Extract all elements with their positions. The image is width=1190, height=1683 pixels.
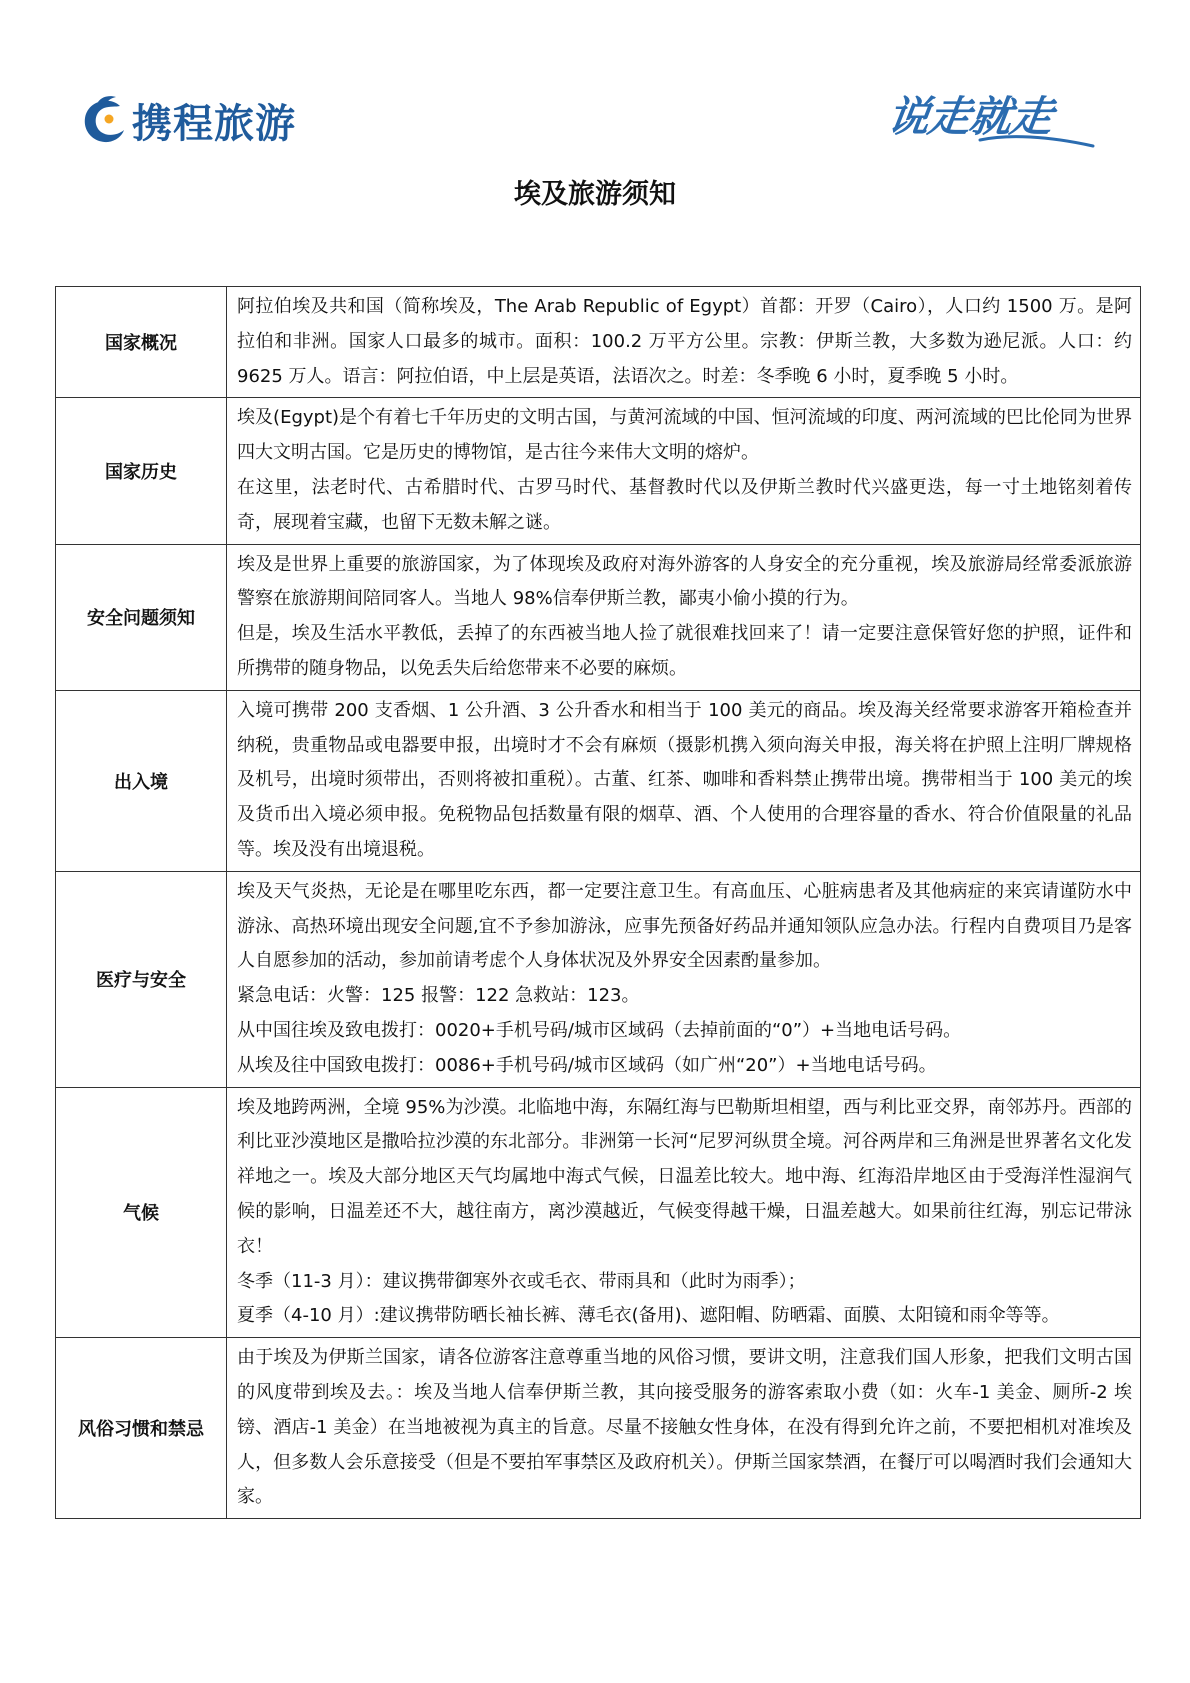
dolphin-logo-icon <box>80 94 128 146</box>
row-content <box>227 1087 1141 1338</box>
paragraph: 在这里，法老时代、古希腊时代、古罗马时代、基督教时代以及伊斯兰教时代兴盛更迭，每一寸土地铭刻着传奇，展现着宝藏，也留下无数未解之谜。 <box>237 476 1132 533</box>
table-row <box>56 690 1141 871</box>
slogan-swoosh-icon <box>888 80 1098 160</box>
paragraph: 埃及是世界上重要的旅游国家，为了体现埃及政府对海外游客的人身安全的充分重视，埃及旅游局经常委派旅游警察在旅游期间陪同客人。当地人 98%信奉伊斯兰教，鄙夷小偷小摸的行为。 <box>237 553 1132 610</box>
row-label: 国家概况 <box>56 287 227 398</box>
row-label: 国家历史 <box>56 398 227 544</box>
slogan-logo <box>884 80 1098 160</box>
row-content <box>227 287 1141 398</box>
row-content <box>227 1338 1141 1519</box>
row-content <box>227 871 1141 1087</box>
brand-logo <box>80 92 296 148</box>
slogan-text: 说走就走 <box>884 92 1056 141</box>
table-row <box>56 398 1141 544</box>
row-content <box>227 690 1141 871</box>
paragraph: 阿拉伯埃及共和国（简称埃及，The Arab Republic of Egypt）首都：开罗（Cairo），人口约 1500 万。是阿拉伯和非洲。国家人口最多的城市。面积：100.2 万平方公里。宗教：伊斯兰教，大多数为逊尼派。人口：约 9625 万人。语言：阿拉伯语，中上层是英语，法语次之。时差：冬季晚 6 小时，夏季晚 5 小时。 <box>237 296 1132 387</box>
row-content <box>227 398 1141 544</box>
paragraph: 由于埃及为伊斯兰国家，请各位游客注意尊重当地的风俗习惯，要讲文明，注意我们国人形象，把我们文明古国的风度带到埃及去。：埃及当地人信奉伊斯兰教，其向接受服务的游客索取小费（如：火车-1 美金、厕所-2 埃镑、酒店-1 美金）在当地被视为真主的旨意。尽量不接触女性身体，在没有得到允许之前，不要把相机对准埃及人，但多数人会乐意接受（但是不要拍军事禁区及政府机关）。伊斯兰国家禁酒，在餐厅可以喝酒时我们会通知大家。 <box>237 1347 1132 1508</box>
page-title: 埃及旅游须知 <box>514 179 676 210</box>
table-row <box>56 1338 1141 1519</box>
row-label: 气候 <box>56 1087 227 1338</box>
info-table <box>55 286 1141 1519</box>
row-label: 风俗习惯和禁忌 <box>56 1338 227 1519</box>
paragraph: 埃及地跨两洲，全境 95%为沙漠。北临地中海，东隔红海与巴勒斯坦相望，西与利比亚交界，南邻苏丹。西部的利比亚沙漠地区是撒哈拉沙漠的东北部分。非洲第一长河“尼罗河纵贯全境。河谷两岸和三角洲是世界著名文化发祥地之一。埃及大部分地区天气均属地中海式气候，日温差比较大。地中海、红海沿岸地区由于受海洋性湿润气候的影响，日温差还不大，越往南方，离沙漠越近，气候变得越干燥，日温差越大。如果前往红海，别忘记带泳衣！ <box>237 1096 1132 1257</box>
paragraph: 夏季（4-10 月）:建议携带防晒长袖长裤、薄毛衣(备用)、遮阳帽、防晒霜、面膜、太阳镜和雨伞等等。 <box>237 1305 1060 1327</box>
paragraph: 入境可携带 200 支香烟、1 公升酒、3 公升香水和相当于 100 美元的商品。埃及海关经常要求游客开箱检查并纳税，贵重物品或电器要申报，出境时才不会有麻烦（摄影机携入须向海关申报，海关将在护照上注明厂牌规格及机号，出境时须带出，否则将被扣重税）。古董、红茶、咖啡和香料禁止携带出境。携带相当于 100 美元的埃及货币出入境必须申报。免税物品包括数量有限的烟草、酒、个人使用的合理容量的香水、符合价值限量的礼品等。埃及没有出境退税。 <box>237 699 1132 860</box>
paragraph: 但是，埃及生活水平教低，丢掉了的东西被当地人捡了就很难找回来了！请一定要注意保管好您的护照，证件和所携带的随身物品，以免丢失后给您带来不必要的麻烦。 <box>237 623 1132 679</box>
paragraph: 埃及天气炎热，无论是在哪里吃东西，都一定要注意卫生。有高血压、心脏病患者及其他病症的来宾请谨防水中游泳、高热环境出现安全问题,宜不予参加游泳，应事先预备好药品并通知领队应急办法。行程内自费项目乃是客人自愿参加的活动，参加前请考虑个人身体状况及外界安全因素酌量参加。 <box>237 880 1132 972</box>
paragraph: 从埃及往中国致电拨打：0086+手机号码/城市区域码（如广州“20”）+当地电话号码。 <box>237 1054 937 1076</box>
paragraph: 埃及(Egypt)是个有着七千年历史的文明古国，与黄河流域的中国、恒河流域的印度、两河流域的巴比伦同为世界四大文明古国。它是历史的博物馆，是古往今来伟大文明的熔炉。 <box>237 407 1132 464</box>
table-row <box>56 1087 1141 1338</box>
table-row <box>56 871 1141 1087</box>
table-row <box>56 544 1141 690</box>
row-label: 医疗与安全 <box>56 871 227 1087</box>
paragraph: 冬季（11-3 月）：建议携带御寒外衣或毛衣、带雨具和（此时为雨季）； <box>237 1270 806 1292</box>
paragraph: 从中国往埃及致电拨打：0020+手机号码/城市区域码（去掉前面的“0”）+当地电话号码。 <box>237 1019 962 1041</box>
row-label: 安全问题须知 <box>56 544 227 690</box>
row-label: 出入境 <box>56 690 227 871</box>
row-content <box>227 544 1141 690</box>
brand-name: 携程旅游 <box>132 100 296 147</box>
table-row <box>56 287 1141 398</box>
paragraph: 紧急电话：火警：125 报警：122 急救站：123。 <box>237 985 640 1007</box>
